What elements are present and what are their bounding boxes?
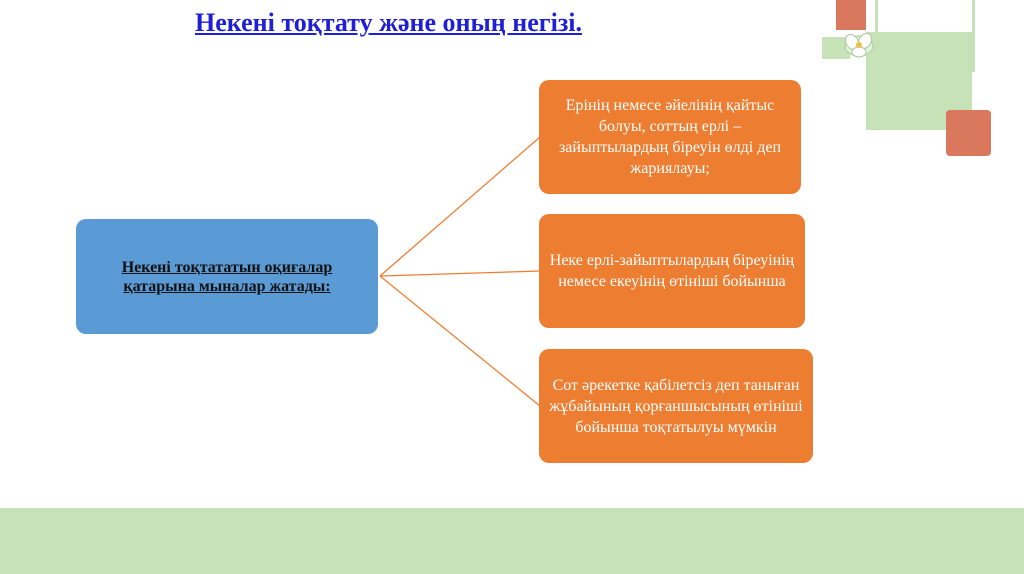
- connector-line-2: [380, 271, 540, 276]
- child-node-3-label: Сот әрекетке қабілетсіз деп таныған жұбайының қорғаншысының өтініші бойынша тоқтатылуы мүмкін: [549, 376, 803, 436]
- child-node-2-label: Неке ерлі-зайыптылардың біреуінің немесе екеуінің өтініші бойынша: [549, 252, 795, 290]
- root-node: [76, 219, 378, 334]
- child-node-2: [539, 214, 805, 328]
- page-title: Некені тоқтату және оның негізі.: [195, 8, 582, 37]
- root-node-label: Некені тоқтататын оқиғалар қатарына мыналар жатады:: [121, 258, 333, 295]
- footer-band: [0, 508, 1024, 574]
- child-node-1-label: Ерінің немесе әйелінің қайтыс болуы, соттың ерлі – зайыптылардың біреуін өлді деп жариялауы;: [558, 97, 782, 177]
- connector-line-3: [380, 276, 540, 406]
- child-node-3: [539, 349, 813, 463]
- child-node-1: [539, 80, 801, 194]
- connector-line-1: [380, 137, 540, 276]
